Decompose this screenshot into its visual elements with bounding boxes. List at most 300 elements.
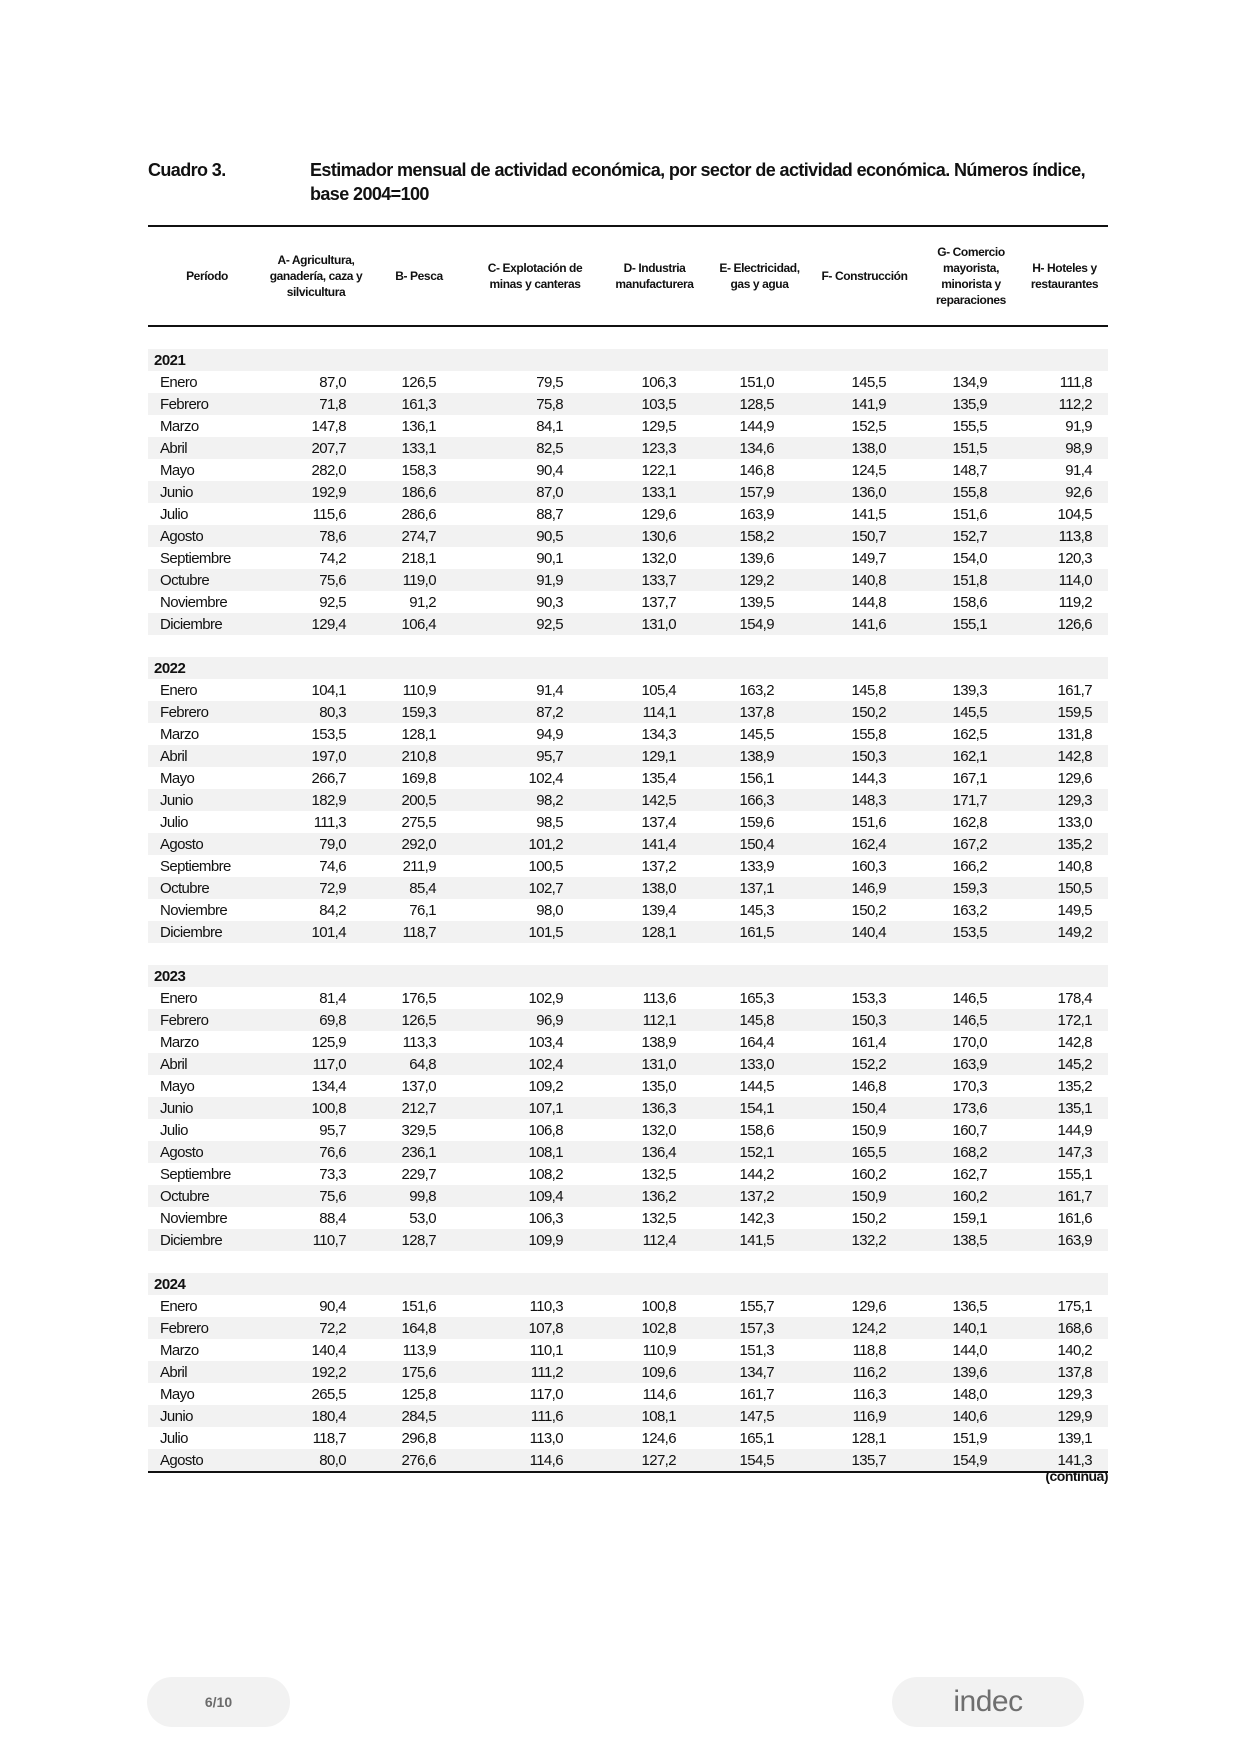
value-electricidad: 144,9 xyxy=(739,417,774,435)
spacer-row xyxy=(148,635,1108,657)
value-hoteles: 98,9 xyxy=(1021,437,1108,459)
value-comercio: 139,6 xyxy=(921,1361,1021,1383)
value-comercio: 162,5 xyxy=(952,725,987,743)
period-cell: Agosto xyxy=(148,525,266,547)
value-minas: 92,5 xyxy=(472,613,598,635)
value-comercio: 160,7 xyxy=(952,1121,987,1139)
value-comercio: 162,1 xyxy=(921,745,1021,767)
value-construccion: 150,4 xyxy=(808,1097,921,1119)
value-construccion: 150,7 xyxy=(808,525,921,547)
value-industria: 132,5 xyxy=(641,1165,676,1183)
data-table xyxy=(148,225,1108,1473)
value-construccion: 124,2 xyxy=(808,1317,921,1339)
table-row xyxy=(148,1031,1108,1053)
value-minas: 88,7 xyxy=(536,505,563,523)
period-cell: Noviembre xyxy=(160,901,228,919)
value-hoteles: 168,6 xyxy=(1021,1317,1108,1339)
value-construccion: 150,3 xyxy=(808,745,921,767)
period-cell: Septiembre xyxy=(160,857,231,875)
value-construccion: 146,9 xyxy=(808,877,921,899)
logo-text: indec xyxy=(953,1685,1023,1718)
header-hoteles: H- Hoteles y restaurantes xyxy=(1021,226,1108,326)
value-electricidad: 133,9 xyxy=(739,857,774,875)
table-row xyxy=(148,1119,1108,1141)
value-comercio: 151,5 xyxy=(921,437,1021,459)
period-cell: Agosto xyxy=(148,1141,266,1163)
value-comercio: 139,3 xyxy=(952,681,987,699)
value-electricidad: 145,8 xyxy=(711,1009,808,1031)
value-comercio: 155,8 xyxy=(921,481,1021,503)
value-hoteles: 135,2 xyxy=(1021,833,1108,855)
year-row xyxy=(148,965,1108,987)
indec-logo xyxy=(892,1677,1084,1727)
value-industria: 124,6 xyxy=(641,1429,676,1447)
value-electricidad: 145,5 xyxy=(739,725,774,743)
value-minas: 101,2 xyxy=(472,833,598,855)
table-row xyxy=(148,393,1108,415)
value-comercio: 170,3 xyxy=(952,1077,987,1095)
value-hoteles: 155,1 xyxy=(1057,1165,1092,1183)
value-industria: 138,0 xyxy=(598,877,711,899)
table-row xyxy=(148,1339,1108,1361)
header-row xyxy=(148,226,1108,326)
value-industria: 109,6 xyxy=(598,1361,711,1383)
value-electricidad: 164,4 xyxy=(739,1033,774,1051)
value-pesca: 210,8 xyxy=(366,745,472,767)
period-cell: Febrero xyxy=(148,701,266,723)
value-hoteles: 163,9 xyxy=(1021,1229,1108,1251)
value-agricultura: 192,2 xyxy=(266,1361,366,1383)
value-pesca: 85,4 xyxy=(366,877,472,899)
value-electricidad: 144,2 xyxy=(739,1165,774,1183)
value-industria: 102,8 xyxy=(598,1317,711,1339)
value-hoteles: 139,1 xyxy=(1057,1429,1092,1447)
value-electricidad: 147,5 xyxy=(711,1405,808,1427)
table-row xyxy=(148,701,1108,723)
value-agricultura: 117,0 xyxy=(266,1053,366,1075)
value-hoteles: 150,5 xyxy=(1021,877,1108,899)
value-minas: 109,2 xyxy=(528,1077,563,1095)
value-hoteles: 135,2 xyxy=(1057,1077,1092,1095)
value-electricidad: 163,9 xyxy=(739,505,774,523)
value-hoteles: 172,1 xyxy=(1021,1009,1108,1031)
table-row xyxy=(148,921,1108,943)
value-hoteles: 133,0 xyxy=(1057,813,1092,831)
value-comercio: 154,9 xyxy=(921,1449,1021,1472)
value-minas: 90,3 xyxy=(536,593,563,611)
value-comercio: 170,0 xyxy=(952,1033,987,1051)
value-agricultura: 265,5 xyxy=(311,1385,346,1403)
value-construccion: 150,2 xyxy=(851,1209,886,1227)
value-industria: 141,4 xyxy=(598,833,711,855)
value-electricidad: 154,1 xyxy=(711,1097,808,1119)
value-industria: 132,0 xyxy=(641,1121,676,1139)
value-comercio: 148,7 xyxy=(952,461,987,479)
value-construccion: 116,3 xyxy=(852,1385,886,1403)
value-electricidad: 165,1 xyxy=(739,1429,774,1447)
value-pesca: 128,1 xyxy=(401,725,436,743)
table-row xyxy=(148,1229,1108,1251)
value-industria: 129,6 xyxy=(641,505,676,523)
value-pesca: 200,5 xyxy=(366,789,472,811)
value-comercio: 153,5 xyxy=(921,921,1021,943)
value-hoteles: 149,5 xyxy=(1057,901,1092,919)
header-minas: C- Explotación de minas y canteras xyxy=(472,226,598,326)
value-hoteles: 91,9 xyxy=(1065,417,1092,435)
table-row xyxy=(148,679,1108,701)
table-row xyxy=(148,745,1108,767)
value-hoteles: 178,4 xyxy=(1057,989,1092,1007)
table-row xyxy=(148,1097,1108,1119)
value-agricultura: 266,7 xyxy=(311,769,346,787)
value-electricidad: 157,3 xyxy=(711,1317,808,1339)
value-comercio: 166,2 xyxy=(952,857,987,875)
value-minas: 117,0 xyxy=(529,1385,563,1403)
value-hoteles: 161,7 xyxy=(1057,681,1092,699)
period-cell: Enero xyxy=(160,681,198,699)
value-electricidad: 139,5 xyxy=(739,593,774,611)
value-agricultura: 197,0 xyxy=(266,745,366,767)
period-cell: Marzo xyxy=(160,417,199,435)
value-hoteles: 161,6 xyxy=(1057,1209,1092,1227)
value-hoteles: 104,5 xyxy=(1057,505,1092,523)
value-construccion: 141,5 xyxy=(851,505,886,523)
header-comercio: G- Comercio mayorista, minorista y reparaciones xyxy=(921,226,1021,326)
table-row xyxy=(148,371,1108,393)
value-construccion: 144,8 xyxy=(851,593,886,611)
value-electricidad: 152,1 xyxy=(711,1141,808,1163)
value-agricultura: 180,4 xyxy=(266,1405,366,1427)
value-industria: 132,5 xyxy=(641,1209,676,1227)
value-industria: 135,0 xyxy=(641,1077,676,1095)
header-pesca: B- Pesca xyxy=(366,226,472,326)
value-construccion: 124,5 xyxy=(851,461,886,479)
value-agricultura: 100,8 xyxy=(266,1097,366,1119)
value-agricultura: 147,8 xyxy=(311,417,346,435)
value-electricidad: 141,5 xyxy=(711,1229,808,1251)
table-row xyxy=(148,1383,1108,1405)
period-cell: Octubre xyxy=(148,877,266,899)
value-industria: 130,6 xyxy=(598,525,711,547)
value-agricultura: 192,9 xyxy=(266,481,366,503)
value-electricidad: 161,5 xyxy=(711,921,808,943)
year-label: 2024 xyxy=(148,1273,1108,1295)
value-industria: 131,0 xyxy=(598,613,711,635)
period-cell: Diciembre xyxy=(148,921,266,943)
value-pesca: 284,5 xyxy=(366,1405,472,1427)
value-construccion: 145,8 xyxy=(851,681,886,699)
value-minas: 109,4 xyxy=(472,1185,598,1207)
value-electricidad: 139,6 xyxy=(739,549,774,567)
value-construccion: 128,1 xyxy=(851,1429,886,1447)
spacer-row xyxy=(148,943,1108,965)
page-number-badge xyxy=(147,1677,290,1727)
value-electricidad: 137,1 xyxy=(711,877,808,899)
value-agricultura: 140,4 xyxy=(311,1341,346,1359)
caption-label: Cuadro 3. xyxy=(148,160,226,180)
period-cell: Marzo xyxy=(160,725,199,743)
value-industria: 127,2 xyxy=(598,1449,711,1472)
value-agricultura: 79,0 xyxy=(266,833,366,855)
value-agricultura: 69,8 xyxy=(266,1009,366,1031)
value-electricidad: 150,4 xyxy=(711,833,808,855)
value-pesca: 229,7 xyxy=(401,1165,436,1183)
value-construccion: 150,9 xyxy=(851,1121,886,1139)
value-pesca: 169,8 xyxy=(401,769,436,787)
value-industria: 112,4 xyxy=(598,1229,711,1251)
value-construccion: 146,8 xyxy=(851,1077,886,1095)
value-pesca: 64,8 xyxy=(366,1053,472,1075)
value-electricidad: 158,6 xyxy=(739,1121,774,1139)
value-electricidad: 155,7 xyxy=(739,1297,774,1315)
value-industria: 114,6 xyxy=(642,1385,676,1403)
table-row xyxy=(148,459,1108,481)
value-pesca: 126,5 xyxy=(401,373,436,391)
value-minas: 108,2 xyxy=(528,1165,563,1183)
value-hoteles: 131,8 xyxy=(1057,725,1092,743)
value-minas: 108,1 xyxy=(472,1141,598,1163)
value-pesca: 110,9 xyxy=(402,681,436,699)
value-hoteles: 140,2 xyxy=(1057,1341,1092,1359)
value-agricultura: 134,4 xyxy=(311,1077,346,1095)
value-industria: 114,1 xyxy=(598,701,711,723)
value-hoteles: 129,3 xyxy=(1021,789,1108,811)
table-row xyxy=(148,1141,1108,1163)
table-row xyxy=(148,591,1108,613)
value-minas: 84,1 xyxy=(536,417,563,435)
period-cell: Febrero xyxy=(148,1009,266,1031)
value-minas: 103,4 xyxy=(528,1033,563,1051)
period-cell: Febrero xyxy=(148,393,266,415)
period-cell: Marzo xyxy=(160,1033,199,1051)
period-cell: Julio xyxy=(160,813,188,831)
value-pesca: 136,1 xyxy=(401,417,436,435)
value-agricultura: 111,3 xyxy=(313,813,346,831)
spacer-row xyxy=(148,326,1108,349)
value-minas: 87,2 xyxy=(472,701,598,723)
value-industria: 100,8 xyxy=(641,1297,676,1315)
value-construccion: 150,2 xyxy=(808,701,921,723)
value-agricultura: 104,1 xyxy=(311,681,346,699)
value-industria: 122,1 xyxy=(641,461,676,479)
value-electricidad: 145,3 xyxy=(739,901,774,919)
value-industria: 123,3 xyxy=(598,437,711,459)
value-minas: 106,8 xyxy=(528,1121,563,1139)
table-row xyxy=(148,767,1108,789)
value-minas: 100,5 xyxy=(528,857,563,875)
period-cell: Enero xyxy=(160,1297,198,1315)
value-minas: 109,9 xyxy=(472,1229,598,1251)
value-industria: 136,3 xyxy=(598,1097,711,1119)
table-row xyxy=(148,525,1108,547)
header-construccion: F- Construcción xyxy=(808,226,921,326)
period-cell: Mayo xyxy=(160,461,195,479)
value-comercio: 171,7 xyxy=(921,789,1021,811)
table-row xyxy=(148,833,1108,855)
table-row xyxy=(148,415,1108,437)
value-minas: 102,4 xyxy=(528,769,563,787)
table-row xyxy=(148,1075,1108,1097)
value-pesca: 159,3 xyxy=(366,701,472,723)
value-agricultura: 75,6 xyxy=(266,569,366,591)
header-periodo: Período xyxy=(148,226,266,326)
period-cell: Enero xyxy=(160,989,198,1007)
value-construccion: 116,2 xyxy=(808,1361,921,1383)
value-minas: 114,6 xyxy=(472,1449,598,1472)
period-cell: Junio xyxy=(148,1097,266,1119)
value-minas: 111,6 xyxy=(472,1405,598,1427)
period-cell: Enero xyxy=(160,373,198,391)
value-pesca: 329,5 xyxy=(401,1121,436,1139)
value-comercio: 146,5 xyxy=(921,1009,1021,1031)
value-comercio: 167,2 xyxy=(921,833,1021,855)
value-pesca: 236,1 xyxy=(366,1141,472,1163)
value-hoteles: 159,5 xyxy=(1021,701,1108,723)
value-industria: 136,4 xyxy=(598,1141,711,1163)
period-cell: Julio xyxy=(160,1121,188,1139)
value-construccion: 141,6 xyxy=(808,613,921,635)
value-hoteles: 111,8 xyxy=(1059,373,1092,391)
value-minas: 106,3 xyxy=(528,1209,563,1227)
table-row xyxy=(148,1317,1108,1339)
value-pesca: 218,1 xyxy=(401,549,436,567)
table-row xyxy=(148,481,1108,503)
period-cell: Agosto xyxy=(148,833,266,855)
value-minas: 102,7 xyxy=(472,877,598,899)
value-minas: 102,4 xyxy=(472,1053,598,1075)
value-comercio: 168,2 xyxy=(921,1141,1021,1163)
value-electricidad: 166,3 xyxy=(711,789,808,811)
value-minas: 111,2 xyxy=(472,1361,598,1383)
value-minas: 101,5 xyxy=(472,921,598,943)
value-electricidad: 163,2 xyxy=(739,681,774,699)
value-industria: 129,1 xyxy=(598,745,711,767)
value-pesca: 128,7 xyxy=(366,1229,472,1251)
value-pesca: 296,8 xyxy=(401,1429,436,1447)
value-hoteles: 129,6 xyxy=(1057,769,1092,787)
value-construccion: 116,9 xyxy=(808,1405,921,1427)
period-cell: Noviembre xyxy=(160,593,228,611)
period-cell: Agosto xyxy=(148,1449,266,1472)
value-comercio: 151,8 xyxy=(921,569,1021,591)
value-industria: 137,4 xyxy=(641,813,676,831)
period-cell: Mayo xyxy=(160,1385,195,1403)
value-industria: 113,6 xyxy=(642,989,676,1007)
value-industria: 108,1 xyxy=(598,1405,711,1427)
period-cell: Junio xyxy=(148,481,266,503)
value-hoteles: 119,2 xyxy=(1058,593,1092,611)
value-construccion: 162,4 xyxy=(808,833,921,855)
value-comercio: 135,9 xyxy=(921,393,1021,415)
table-row xyxy=(148,789,1108,811)
value-minas: 102,9 xyxy=(528,989,563,1007)
value-pesca: 158,3 xyxy=(401,461,436,479)
spacer-row xyxy=(148,1251,1108,1273)
period-cell: Julio xyxy=(160,505,188,523)
value-agricultura: 110,7 xyxy=(266,1229,366,1251)
value-pesca: 119,0 xyxy=(366,569,472,591)
value-electricidad: 133,0 xyxy=(711,1053,808,1075)
value-hoteles: 149,2 xyxy=(1021,921,1108,943)
value-hoteles: 142,8 xyxy=(1021,745,1108,767)
period-cell: Diciembre xyxy=(148,1229,266,1251)
period-cell: Septiembre xyxy=(160,549,231,567)
value-hoteles: 129,3 xyxy=(1057,1385,1092,1403)
value-industria: 142,5 xyxy=(598,789,711,811)
period-cell: Febrero xyxy=(148,1317,266,1339)
value-comercio: 159,1 xyxy=(952,1209,987,1227)
value-pesca: 133,1 xyxy=(366,437,472,459)
value-electricidad: 161,7 xyxy=(739,1385,774,1403)
value-electricidad: 157,9 xyxy=(711,481,808,503)
value-minas: 79,5 xyxy=(536,373,563,391)
value-industria: 135,4 xyxy=(641,769,676,787)
value-pesca: 186,6 xyxy=(366,481,472,503)
value-agricultura: 92,5 xyxy=(319,593,346,611)
value-hoteles: 175,1 xyxy=(1057,1297,1092,1315)
value-agricultura: 207,7 xyxy=(266,437,366,459)
table-row xyxy=(148,1361,1108,1383)
value-electricidad: 158,2 xyxy=(711,525,808,547)
table-row xyxy=(148,1295,1108,1317)
value-hoteles: 142,8 xyxy=(1057,1033,1092,1051)
value-hoteles: 129,9 xyxy=(1021,1405,1108,1427)
period-cell: Diciembre xyxy=(148,613,266,635)
value-pesca: 118,7 xyxy=(366,921,472,943)
value-minas: 113,0 xyxy=(529,1429,563,1447)
value-hoteles: 141,3 xyxy=(1021,1449,1108,1472)
value-industria: 133,7 xyxy=(598,569,711,591)
table-row xyxy=(148,1009,1108,1031)
table-row xyxy=(148,987,1108,1009)
period-cell: Abril xyxy=(148,1053,266,1075)
value-hoteles: 92,6 xyxy=(1021,481,1108,503)
value-minas: 91,9 xyxy=(472,569,598,591)
table-row xyxy=(148,899,1108,921)
period-cell: Noviembre xyxy=(160,1209,228,1227)
value-agricultura: 75,6 xyxy=(266,1185,366,1207)
value-comercio: 155,1 xyxy=(921,613,1021,635)
value-hoteles: 137,8 xyxy=(1021,1361,1108,1383)
value-electricidad: 138,9 xyxy=(711,745,808,767)
value-comercio: 155,5 xyxy=(952,417,987,435)
table-body xyxy=(148,326,1108,1472)
value-pesca: 274,7 xyxy=(366,525,472,547)
table-row xyxy=(148,877,1108,899)
value-construccion: 118,8 xyxy=(852,1341,886,1359)
value-electricidad: 159,6 xyxy=(739,813,774,831)
value-comercio: 158,6 xyxy=(952,593,987,611)
value-industria: 103,5 xyxy=(598,393,711,415)
value-electricidad: 146,8 xyxy=(739,461,774,479)
header-industria: D- Industria manufacturera xyxy=(598,226,711,326)
table-row xyxy=(148,811,1108,833)
year-row xyxy=(148,1273,1108,1295)
value-pesca: 161,3 xyxy=(366,393,472,415)
value-agricultura: 95,7 xyxy=(319,1121,346,1139)
table-row xyxy=(148,1163,1108,1185)
value-construccion: 152,2 xyxy=(808,1053,921,1075)
value-hoteles: 120,3 xyxy=(1057,549,1092,567)
value-pesca: 176,5 xyxy=(401,989,436,1007)
value-construccion: 153,3 xyxy=(851,989,886,1007)
value-comercio: 163,9 xyxy=(921,1053,1021,1075)
value-agricultura: 282,0 xyxy=(311,461,346,479)
value-minas: 98,5 xyxy=(536,813,563,831)
value-minas: 107,1 xyxy=(472,1097,598,1119)
value-pesca: 126,5 xyxy=(366,1009,472,1031)
value-minas: 110,3 xyxy=(529,1297,563,1315)
